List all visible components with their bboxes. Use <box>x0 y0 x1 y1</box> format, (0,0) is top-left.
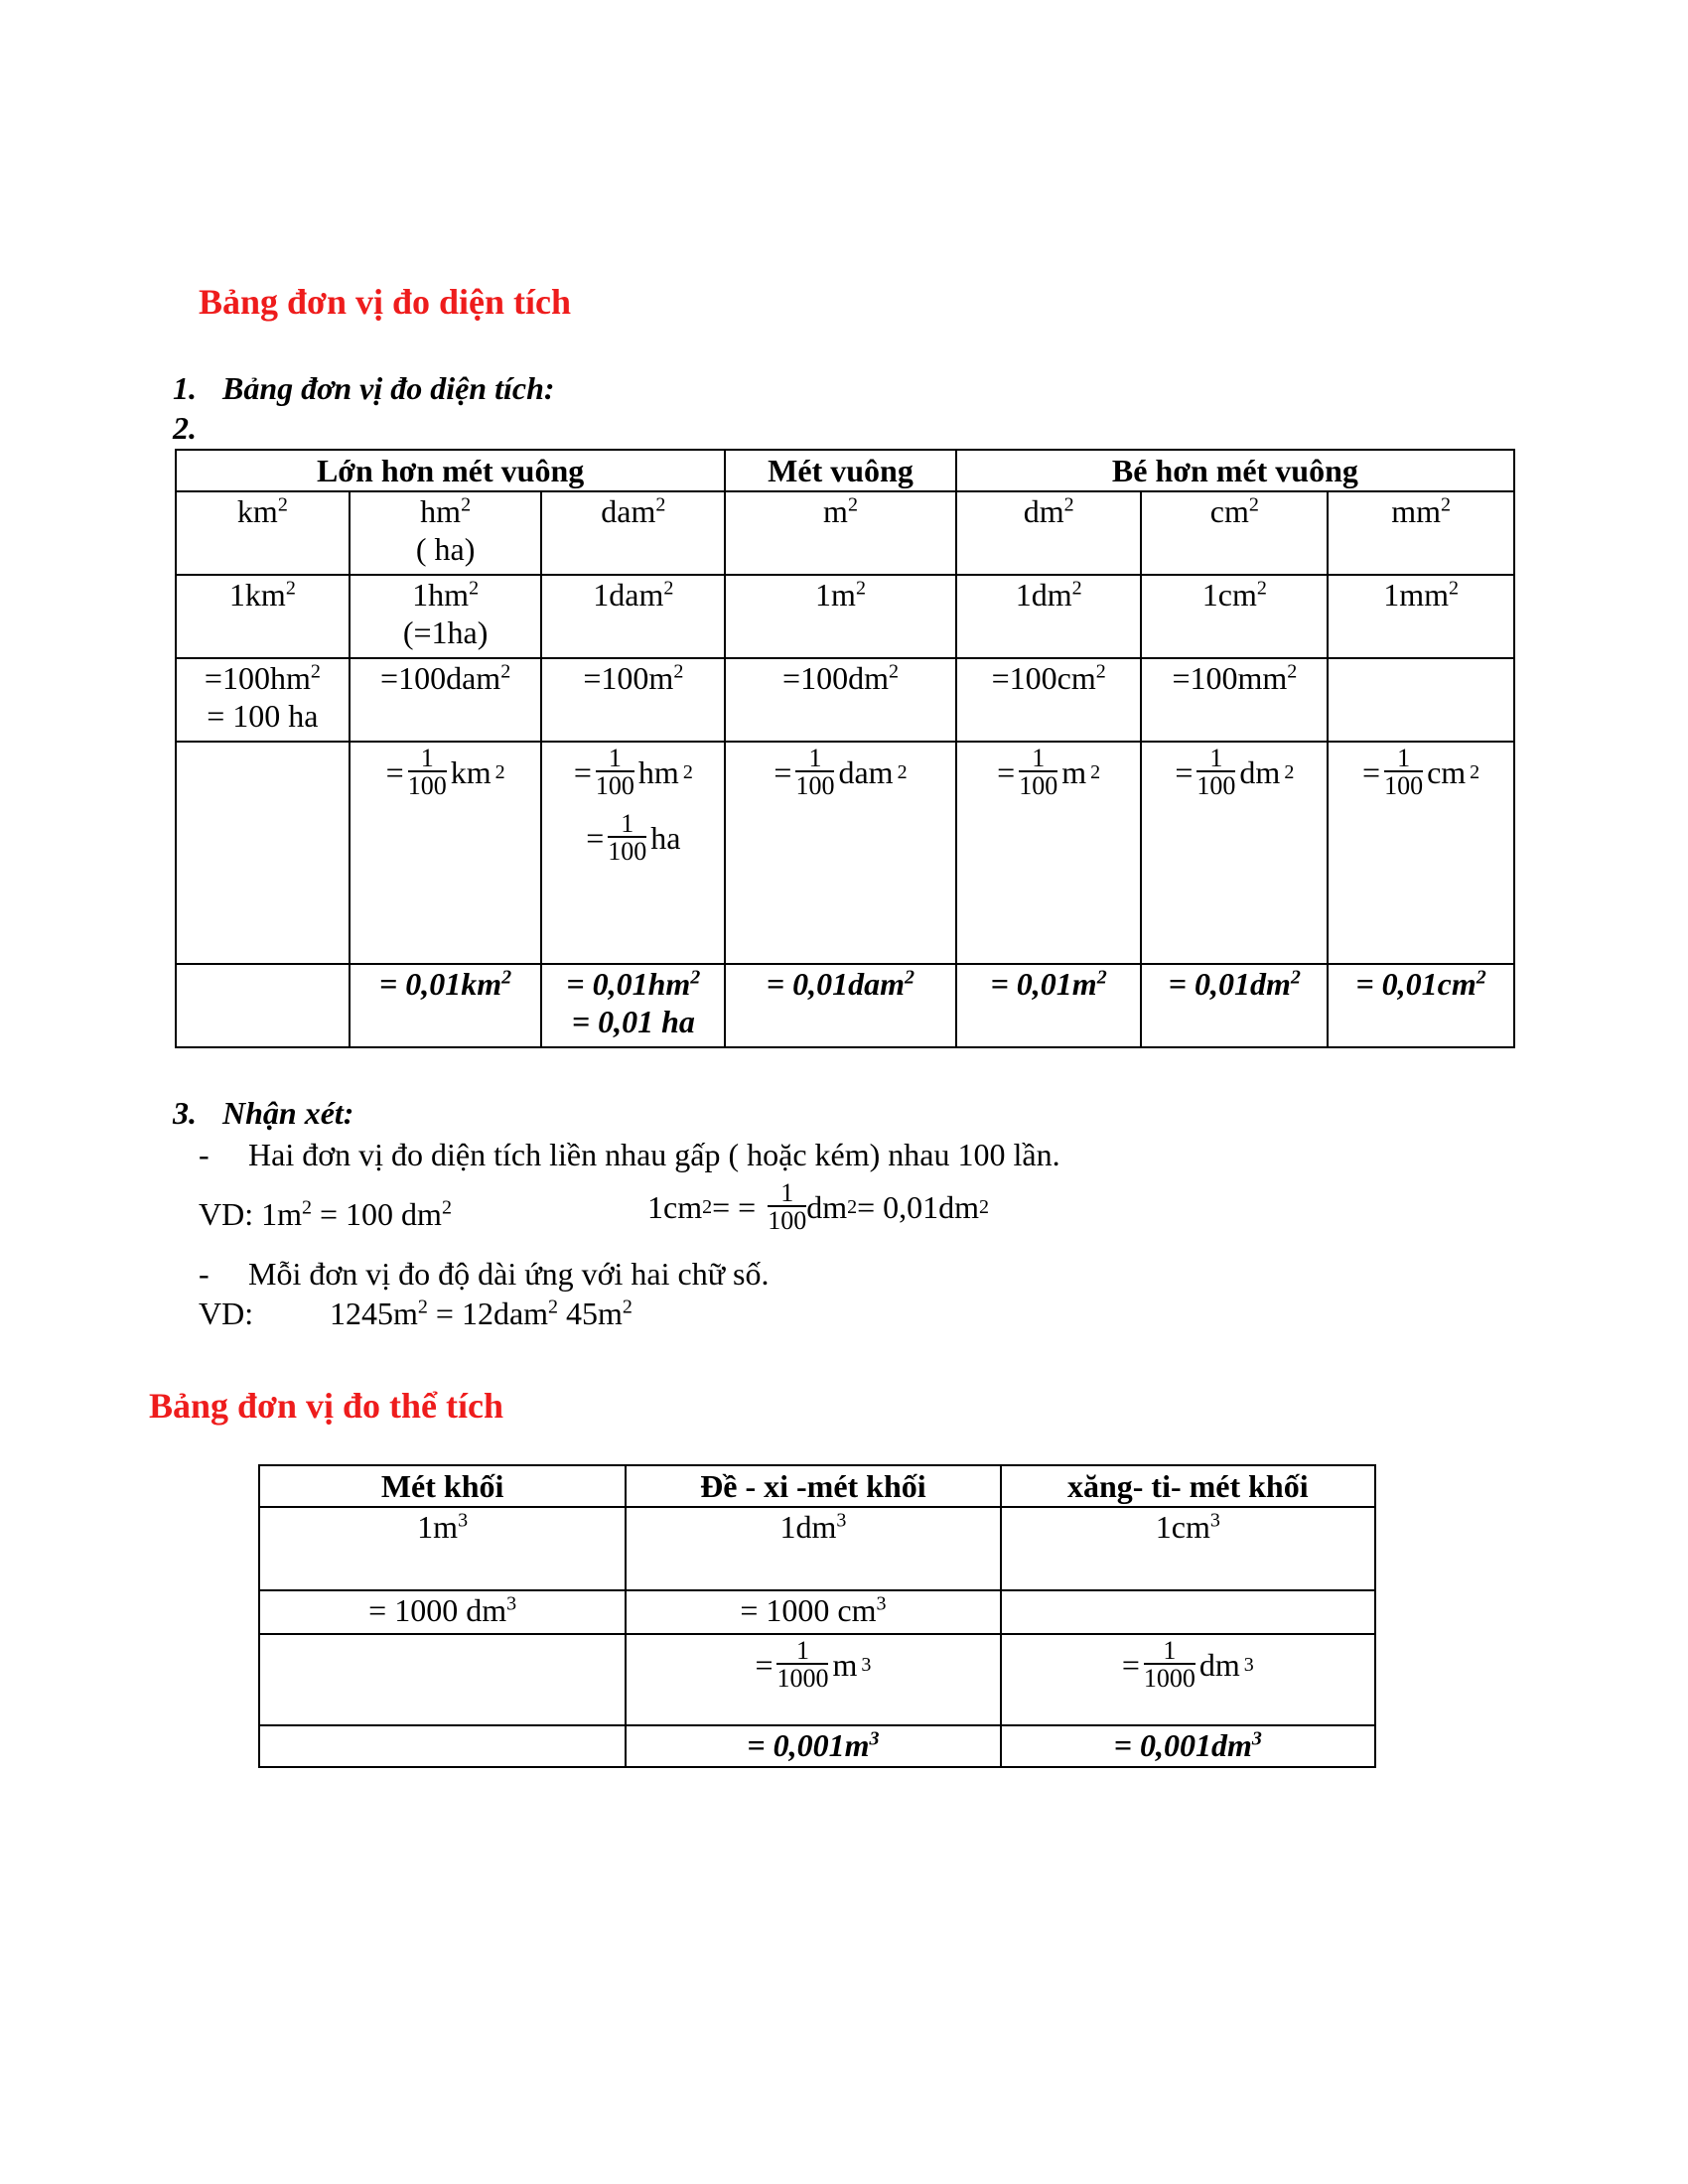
area-units-cell <box>956 491 1142 575</box>
unit: m <box>832 1647 858 1683</box>
cell-value: mm <box>1391 493 1441 529</box>
area-ones-cell <box>541 575 725 658</box>
volume-multiples-cell <box>626 1590 1000 1634</box>
volume-fraction-cell <box>626 1634 1000 1725</box>
cell-value: dm <box>1023 493 1064 529</box>
cell-extra: = 0,01 ha <box>571 1004 695 1039</box>
area-multiples-cell <box>1328 658 1514 742</box>
cell-extra: (=1ha) <box>402 614 489 650</box>
item-1-heading: Bảng đơn vị đo diện tích: <box>222 370 555 406</box>
cell-value: 1km <box>228 577 286 613</box>
header-m2: Mét vuông <box>725 450 956 491</box>
cell-value: = 1000 dm <box>368 1592 507 1628</box>
example-2: 1cm 2 = = $\frac{1}{100}$ dm 2 = 0,01dm 2 <box>647 1178 990 1235</box>
area-fraction-cell <box>725 742 956 964</box>
sup: 3 <box>506 1592 517 1615</box>
cell-value: hm <box>420 493 462 529</box>
denominator: 1000 <box>1143 1664 1196 1693</box>
volume-decimals-cell <box>1001 1725 1375 1767</box>
example-3-part: 1245m <box>330 1296 418 1331</box>
area-multiples-cell <box>1141 658 1328 742</box>
fraction-expression: = $\frac{1}{100}$ cm 2 <box>1362 744 1480 800</box>
sup: 2 <box>441 1196 452 1219</box>
sup: 2 <box>655 493 666 516</box>
denominator: 100 <box>1196 771 1236 800</box>
area-fraction-cell <box>541 742 725 964</box>
numerator: 1 <box>808 744 822 772</box>
area-fraction-cell <box>1328 742 1514 964</box>
numerator: 1 <box>1209 744 1223 772</box>
example-1-rest: = 100 dm <box>312 1196 442 1232</box>
cell-value: = 0,01dm <box>1168 966 1291 1002</box>
cell-value: =100hm <box>204 660 311 696</box>
area-units-cell <box>176 491 350 575</box>
numerator: 1 <box>1397 744 1411 772</box>
volume-fraction-cell <box>259 1634 626 1725</box>
bullet-dash: - <box>199 1137 210 1172</box>
cell-value: 1hm <box>412 577 470 613</box>
cell-extra: ( ha) <box>415 531 476 567</box>
fraction <box>407 744 447 800</box>
area-ones-cell <box>956 575 1142 658</box>
area-fraction-cell <box>350 742 542 964</box>
remarks-heading: Nhận xét: <box>222 1095 354 1131</box>
cell-value: =100mm <box>1172 660 1288 696</box>
unit: hm <box>637 754 679 790</box>
area-decimals-cell <box>1141 964 1328 1047</box>
sup: 2 <box>501 966 512 989</box>
area-multiples-cell <box>725 658 956 742</box>
remark-bullet-2: Mỗi đơn vị đo độ dài ứng với hai chữ số. <box>248 1256 770 1292</box>
sup: 2 <box>1476 966 1486 989</box>
cell-value: = 0,001dm <box>1113 1727 1252 1763</box>
cell-value: =100m <box>583 660 674 696</box>
cell-value: = 1000 cm <box>740 1592 877 1628</box>
sup: 2 <box>1096 966 1107 989</box>
unit: dm <box>1198 1647 1240 1683</box>
cell-value: cm <box>1209 493 1249 529</box>
bullet-dash: - <box>199 1256 210 1292</box>
sup: 3 <box>876 1592 887 1615</box>
area-units-cell <box>1328 491 1514 575</box>
fraction-expression: = $\frac{1}{100}$ dam 2 <box>774 744 908 800</box>
equals-sign: = <box>774 754 792 790</box>
numerator: 1 <box>1032 744 1046 772</box>
area-multiples-cell <box>176 658 350 742</box>
cell-value: 1cm <box>1201 577 1257 613</box>
denominator: 100 <box>1384 771 1424 800</box>
denominator: 100 <box>795 771 835 800</box>
denominator: 100 <box>595 771 634 800</box>
sup: 2 <box>1256 577 1267 600</box>
remark-bullet-1: Hai đơn vị đo diện tích liền nhau gấp ( hoặc kém) nhau 100 lần. <box>248 1137 1060 1172</box>
sup: 2 <box>847 493 858 516</box>
fraction <box>1384 744 1424 800</box>
cell-value: 1dm <box>779 1509 837 1545</box>
example-3-label: VD: <box>199 1296 254 1331</box>
example-2-eq: = = <box>712 1188 757 1225</box>
item-1-number: 1. <box>173 370 197 406</box>
area-multiples-cell <box>956 658 1142 742</box>
volume-title: Bảng đơn vị đo thể tích <box>149 1386 504 1426</box>
numerator: 1 <box>608 744 622 772</box>
sup: 2 <box>1071 577 1082 600</box>
area-decimals-cell <box>176 964 350 1047</box>
equals-sign: = <box>1121 1647 1140 1683</box>
area-ones-cell <box>350 575 542 658</box>
cell-value: 1dm <box>1015 577 1072 613</box>
sup: 2 <box>548 1296 559 1318</box>
area-fraction-cell <box>176 742 350 964</box>
volume-multiples-cell <box>259 1590 626 1634</box>
area-decimals-cell <box>956 964 1142 1047</box>
unit: m <box>1061 754 1087 790</box>
fraction <box>1143 1636 1196 1693</box>
sup: 3 <box>1251 1727 1262 1750</box>
sup: 2 <box>673 660 684 683</box>
sup: 2 <box>1095 660 1106 683</box>
fraction-expression: = $\frac{1}{100}$ km 2 <box>385 744 505 800</box>
sup: 3 <box>1209 1509 1220 1532</box>
cell-value: = 0,01m <box>990 966 1097 1002</box>
area-decimals-cell <box>541 964 725 1047</box>
area-multiples-cell <box>350 658 542 742</box>
denominator: 100 <box>768 1206 807 1235</box>
cell-value: = 0,01cm <box>1355 966 1477 1002</box>
sup: 2 <box>302 1196 312 1219</box>
cell-value: 1mm <box>1383 577 1449 613</box>
sup: 2 <box>1287 660 1298 683</box>
unit: cm <box>1427 754 1467 790</box>
sup: 2 <box>1248 493 1259 516</box>
numerator: 1 <box>1163 1636 1177 1665</box>
sup: 3 <box>869 1727 880 1750</box>
area-units-cell <box>725 491 956 575</box>
header-dm3: Đề - xi -mét khối <box>626 1465 1000 1507</box>
cell-value: = 0,001m <box>747 1727 870 1763</box>
cell-value: = 0,01km <box>379 966 502 1002</box>
sup: 2 <box>285 577 296 600</box>
sup: 2 <box>905 966 915 989</box>
item-3-number: 3. <box>173 1095 197 1131</box>
numerator: 1 <box>420 744 434 772</box>
equals-sign: = <box>1362 754 1381 790</box>
cell-value: 1cm <box>1155 1509 1210 1545</box>
volume-multiples-cell <box>1001 1590 1375 1634</box>
cell-value: km <box>236 493 278 529</box>
area-ones-cell <box>176 575 350 658</box>
area-decimals-cell <box>350 964 542 1047</box>
example-3-part: = 12dam <box>427 1296 549 1331</box>
example-1-label: VD: 1m <box>199 1196 302 1232</box>
denominator: 100 <box>1019 771 1058 800</box>
equals-sign: = <box>1175 754 1194 790</box>
fraction-expression: = $\frac{1}{1000}$ dm 3 <box>1121 1636 1254 1693</box>
area-title: Bảng đơn vị đo diện tích <box>199 282 572 322</box>
area-units-cell <box>541 491 725 575</box>
equals-sign: = <box>573 754 592 790</box>
sup: 2 <box>1449 577 1459 600</box>
equals-sign: = <box>997 754 1016 790</box>
example-2-left: 1cm <box>647 1188 703 1225</box>
sup: 2 <box>500 660 511 683</box>
area-fraction-cell <box>1141 742 1328 964</box>
equals-sign: = <box>755 1647 774 1683</box>
volume-decimals-cell <box>259 1725 626 1767</box>
sup: 2 <box>663 577 674 600</box>
sup: 2 <box>888 660 899 683</box>
fraction-expression: = $\frac{1}{100}$ dm 2 <box>1175 744 1295 800</box>
unit: dam <box>838 754 894 790</box>
fraction <box>608 809 647 866</box>
example-2-fraction <box>768 1178 807 1235</box>
area-multiples-cell <box>541 658 725 742</box>
sup: 2 <box>461 493 472 516</box>
sup: 3 <box>458 1509 469 1532</box>
area-units-cell <box>350 491 542 575</box>
fraction <box>795 744 835 800</box>
header-larger-than-m2: Lớn hơn mét vuông <box>176 450 725 491</box>
sup: 2 <box>1063 493 1074 516</box>
example-1 <box>199 1196 452 1233</box>
unit: km <box>450 754 492 790</box>
volume-ones-cell <box>259 1507 626 1590</box>
sup: 2 <box>622 1296 633 1318</box>
cell-value: = 0,01hm <box>566 966 691 1002</box>
cell-value: =100dm <box>782 660 889 696</box>
sup: 2 <box>469 577 480 600</box>
volume-decimals-cell <box>626 1725 1000 1767</box>
item-2-number: 2. <box>173 410 197 446</box>
fraction <box>1019 744 1058 800</box>
unit: dm <box>1239 754 1281 790</box>
header-smaller-than-m2: Bé hơn mét vuông <box>956 450 1514 491</box>
cell-value: 1m <box>815 577 856 613</box>
cell-value: =100cm <box>991 660 1096 696</box>
sup: 2 <box>1290 966 1301 989</box>
fraction <box>776 1636 829 1693</box>
fraction-expression <box>542 798 724 864</box>
denominator: 100 <box>407 771 447 800</box>
numerator: 1 <box>795 1636 809 1665</box>
area-decimals-cell <box>1328 964 1514 1047</box>
example-2-result: = 0,01dm <box>857 1188 980 1225</box>
area-units-cell <box>1141 491 1328 575</box>
area-units-table <box>175 449 1515 1048</box>
equals-sign: = <box>385 754 404 790</box>
fraction-expression: = $\frac{1}{100}$ m 2 <box>997 744 1101 800</box>
volume-ones-cell <box>1001 1507 1375 1590</box>
fraction-expression: = $\frac{1}{1000}$ m 3 <box>755 1636 872 1693</box>
area-ones-cell <box>1328 575 1514 658</box>
sup: 2 <box>310 660 321 683</box>
volume-fraction-cell <box>1001 1634 1375 1725</box>
header-m3: Mét khối <box>259 1465 626 1507</box>
fraction-expression: = $\frac{1}{100}$ hm 2 <box>573 744 693 800</box>
cell-value: m <box>823 493 848 529</box>
example-3 <box>330 1296 633 1332</box>
equals-sign: = <box>586 820 605 856</box>
area-ones-cell <box>1141 575 1328 658</box>
example-3-part: 45m <box>558 1296 623 1331</box>
sup: 2 <box>277 493 288 516</box>
cell-value: dam <box>601 493 656 529</box>
sup: 2 <box>417 1296 428 1318</box>
example-2-unit: dm <box>806 1188 848 1225</box>
denominator: 100 <box>608 837 647 866</box>
numerator: 1 <box>780 1178 794 1207</box>
cell-value: = 0,01dam <box>766 966 906 1002</box>
sup: 2 <box>690 966 701 989</box>
denominator: 1000 <box>776 1664 829 1693</box>
sup: 2 <box>855 577 866 600</box>
cell-extra: = 100 ha <box>207 698 319 734</box>
cell-value: 1m <box>417 1509 459 1545</box>
cell-value: 1dam <box>593 577 664 613</box>
area-fraction-cell <box>956 742 1142 964</box>
volume-ones-cell <box>626 1507 1000 1590</box>
unit: ha <box>650 820 681 856</box>
sup: 2 <box>1441 493 1451 516</box>
area-ones-cell <box>725 575 956 658</box>
fraction <box>595 744 634 800</box>
cell-value: =100dam <box>380 660 501 696</box>
numerator: 1 <box>621 809 634 838</box>
area-decimals-cell <box>725 964 956 1047</box>
volume-units-table <box>258 1464 1376 1768</box>
fraction <box>1196 744 1236 800</box>
header-cm3: xăng- ti- mét khối <box>1001 1465 1375 1507</box>
sup: 3 <box>836 1509 847 1532</box>
